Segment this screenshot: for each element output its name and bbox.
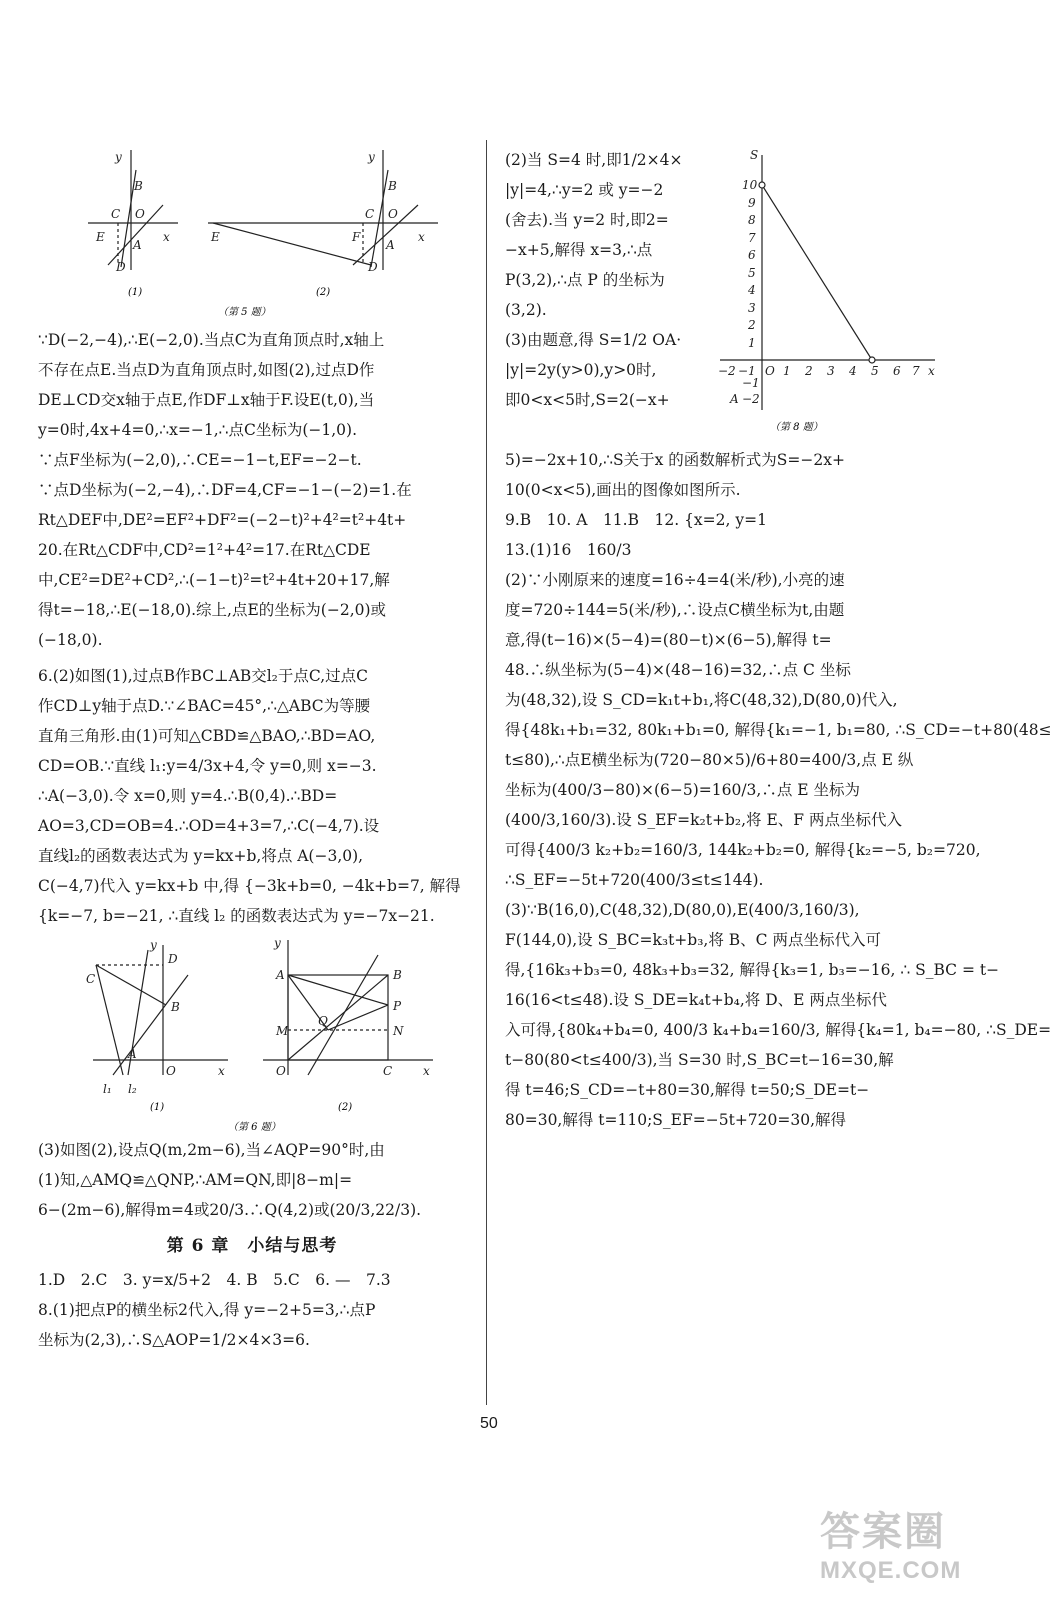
f5a-x: x	[163, 230, 170, 244]
f5b-d: D	[368, 260, 378, 274]
f6a-a: A	[128, 1047, 137, 1061]
q8-part-line: (3)由题意,得 S=1/2 OA·	[505, 331, 682, 349]
f6b-c: C	[383, 1064, 393, 1078]
f6b-p: P	[393, 999, 402, 1013]
right-line: ∴S_EF=−5t+720(400/3≤t≤144).	[505, 871, 764, 889]
chapter-title: 第 6 章 小结与思考	[166, 1236, 338, 1256]
f5a-e: E	[96, 230, 105, 244]
f6b-a: A	[276, 968, 285, 982]
f6b-m: M	[276, 1024, 289, 1038]
f8-x: x	[928, 364, 935, 378]
f6b-x: x	[423, 1064, 430, 1078]
f5b-b: B	[388, 179, 397, 193]
f8-x1: 1	[783, 364, 791, 378]
q6-line: AO=3,CD=OB=4.∴OD=4+3=7,∴C(−4,7).设	[38, 817, 380, 835]
right-line: 得,{16k₃+b₃=0, 48k₃+b₃=32, 解得{k₃=1, b₃=−16, ∴ S_BC = t−	[505, 961, 1000, 979]
q8-part-line: |y|=4,∴y=2 或 y=−2	[505, 181, 664, 199]
right-line: 可得{400/3 k₂+b₂=160/3, 144k₂+b₂=0, 解得{k₂=−5, b₂=720,	[505, 841, 981, 859]
watermark-small: MXQE.COM	[820, 1557, 962, 1584]
q6-3-line: (1)知,△AMQ≌△QNP,∴AM=QN,即|8−m|=	[38, 1171, 353, 1189]
right-line: (3)∵B(16,0),C(48,32),D(80,0),E(400/3,160/3),	[505, 901, 860, 919]
f6-caption: （第 6 题）	[228, 1122, 281, 1133]
q8-part-line: P(3,2),∴点 P 的坐标为	[505, 271, 665, 289]
right-line: 度=720÷144=5(米/秒),∴设点C横坐标为t,由题	[505, 601, 845, 619]
q5-line: ∵点F坐标为(−2,0),∴CE=−1−t,EF=−2−t.	[38, 451, 362, 469]
f6b-y: y	[274, 936, 281, 950]
f6b-b: B	[393, 968, 402, 982]
f6a-y: y	[150, 938, 157, 952]
f8-1: 1	[748, 336, 756, 350]
q8-line: 8.(1)把点P的横坐标2代入,得 y=−2+5=3,∴点P	[38, 1301, 376, 1319]
right-line: 为(48,32),设 S_CD=k₁t+b₁,将C(48,32),D(80,0)代入,	[505, 691, 898, 709]
answers-text	[38, 1265, 466, 1295]
f8-x6: 6	[893, 364, 901, 378]
q5-line: (−18,0).	[38, 631, 103, 649]
answers-line: 1.D 2.C 3. y=x/5+2 4. B 5.C 6. — 7.3	[38, 1271, 391, 1289]
right-line: 13.(1)16 160/3	[505, 541, 632, 559]
f5b-y: y	[368, 150, 375, 164]
f6b-o: O	[276, 1064, 286, 1078]
f6b-q: Q	[318, 1014, 328, 1028]
f6-sub1: (1)	[150, 1102, 165, 1113]
f8-3: 3	[748, 301, 756, 315]
f5b-x: x	[418, 230, 425, 244]
q5-line: ∵D(−2,−4),∴E(−2,0).当点C为直角顶点时,x轴上	[38, 331, 385, 349]
right-line: (400/3,160/3).设 S_EF=k₂t+b₂,将 E、F 两点坐标代入	[505, 811, 902, 829]
f8-x5: 5	[871, 364, 879, 378]
q5-line: Rt△DEF中,DE²=EF²+DF²=(−2−t)²+4²=t²+4t+	[38, 511, 407, 529]
f8-7: 7	[748, 231, 756, 245]
q8-part-line: (舍去).当 y=2 时,即2=	[505, 211, 669, 229]
f5b-o: O	[388, 207, 398, 221]
right-line: 坐标为(400/3−80)×(6−5)=160/3,∴点 E 坐标为	[505, 781, 861, 799]
f6a-l2: l₂	[128, 1082, 137, 1096]
f8-10: 10	[742, 178, 758, 192]
right-line: 10(0<x<5),画出的图像如图所示.	[505, 481, 741, 499]
q8-part-line: −x+5,解得 x=3,∴点	[505, 241, 653, 259]
f8-4: 4	[748, 283, 756, 297]
watermark-logo	[820, 1500, 980, 1595]
q6-3-line: (3)如图(2),设点Q(m,2m−6),当∠AQP=90°时,由	[38, 1141, 385, 1159]
watermark-big: 答案圈	[820, 1510, 946, 1554]
q5-line: 20.在Rt△CDF中,CD²=1²+4²=17.在Rt△CDE	[38, 541, 371, 559]
q5-line: 不存在点E.当点D为直角顶点时,如图(2),过点D作	[38, 361, 375, 379]
f8-6: 6	[748, 248, 756, 262]
q8-part-line: |y|=2y(y>0),y>0时,	[505, 361, 657, 379]
right-line: (2)∵小刚原来的速度=16÷4=4(米/秒),小亮的速	[505, 571, 845, 589]
f8-9: 9	[748, 196, 756, 210]
f8-2: 2	[748, 318, 756, 332]
q5-text	[38, 325, 466, 655]
q8-text	[38, 1295, 466, 1355]
figure-q6-svg	[38, 935, 466, 1135]
f6a-b: B	[171, 1000, 180, 1014]
q6-line: ∴A(−3,0).令 x=0,则 y=4.∴B(0,4).∴BD=	[38, 787, 338, 805]
q8-13-text	[505, 445, 1052, 1135]
f8-xm2: −2	[718, 364, 736, 378]
right-line: 得 t=46;S_CD=−t+80=30,解得 t=50;S_DE=t−	[505, 1081, 870, 1099]
right-line: 16(16<t≤48).设 S_DE=k₄t+b₄,将 D、E 两点坐标代	[505, 991, 887, 1009]
q6-part3-text	[38, 1135, 466, 1225]
f8-o: O	[765, 364, 775, 378]
f8-s: S	[750, 148, 759, 162]
q5-line: ∵点D坐标为(−2,−4),∴DF=4,CF=−1−(−2)=1.在	[38, 481, 412, 499]
q6-text	[38, 661, 466, 931]
figure-q5	[38, 145, 466, 325]
f5a-c: C	[111, 207, 121, 221]
q6-line: 直线l₂的函数表达式为 y=kx+b,将点 A(−3,0),	[38, 847, 364, 865]
left-column	[38, 145, 466, 1355]
f8-ym1: −1	[742, 376, 760, 390]
q6-line: 作CD⊥y轴于点D.∵∠BAC=45°,∴△ABC为等腰	[38, 697, 371, 715]
q6-line: 6.(2)如图(1),过点B作BC⊥AB交l₂于点C,过点C	[38, 667, 368, 685]
f5-caption: （第 5 题）	[218, 307, 271, 318]
f8-x7: 7	[912, 364, 920, 378]
f6a-l1: l₁	[103, 1082, 112, 1096]
f8-xm1: −1	[738, 364, 756, 378]
q8-2-3-text	[505, 145, 710, 415]
q8-part-line: (3,2).	[505, 301, 547, 319]
q6-line: {k=−7, b=−21, ∴直线 l₂ 的函数表达式为 y=−7x−21.	[38, 907, 435, 925]
f8-caption: （第 8 题）	[770, 422, 823, 433]
q6-line: CD=OB.∵直线 l₁:y=4/3x+4,令 y=0,则 x=−3.	[38, 757, 377, 775]
f8-x4: 4	[849, 364, 857, 378]
right-line: t−80(80<t≤400/3),当 S=30 时,S_BC=t−16=30,解	[505, 1051, 894, 1069]
right-column	[505, 145, 1052, 1135]
f6a-o: O	[166, 1064, 176, 1078]
q6-line: 直角三角形.由(1)可知△CBD≌△BAO,∴BD=AO,	[38, 727, 376, 745]
f8-8: 8	[748, 213, 756, 227]
q5-line: y=0时,4x+4=0,∴x=−1,∴点C坐标为(−1,0).	[38, 421, 358, 439]
f5a-b: B	[134, 179, 143, 193]
figure-q5-svg	[38, 145, 466, 325]
q8-line: 坐标为(2,3),∴S△AOP=1/2×4×3=6.	[38, 1331, 310, 1349]
q8-part-line: (2)当 S=4 时,即1/2×4×	[505, 151, 683, 169]
right-line: 9.B 10. A 11.B 12. {x=2, y=1	[505, 511, 767, 529]
right-line: 意,得(t−16)×(5−4)=(80−t)×(6−5),解得 t=	[505, 631, 832, 649]
f8-x3: 3	[827, 364, 835, 378]
figure-q8-svg	[710, 145, 945, 445]
page-number: 50	[480, 1415, 498, 1432]
f5b-f: F	[352, 230, 361, 244]
f6a-x: x	[218, 1064, 225, 1078]
f5-sub1: (1)	[128, 287, 143, 298]
right-line: 得{48k₁+b₁=32, 80k₁+b₁=0, 解得{k₁=−1, b₁=80, ∴S_CD=−t+80(48≤	[505, 721, 1052, 739]
q5-line: 中,CE²=DE²+CD²,∴(−1−t)²=t²+4t+20+17,解	[38, 571, 390, 589]
f5a-a: A	[133, 238, 142, 252]
q6-line: C(−4,7)代入 y=kx+b 中,得 {−3k+b=0, −4k+b=7, 解得	[38, 877, 461, 895]
f5b-c: C	[365, 207, 375, 221]
f6a-c: C	[86, 972, 96, 986]
f8-5: 5	[748, 266, 756, 280]
f5b-e: E	[211, 230, 220, 244]
q5-line: 得t=−18,∴E(−18,0).综上,点E的坐标为(−2,0)或	[38, 601, 387, 619]
right-top-block	[505, 145, 945, 445]
f8-a: A	[730, 392, 739, 406]
q6-3-line: 6−(2m−6),解得m=4或20/3.∴Q(4,2)或(20/3,22/3).	[38, 1201, 422, 1219]
f8-ym2: −2	[742, 392, 760, 406]
right-line: 48.∴纵坐标为(5−4)×(48−16)=32,∴点 C 坐标	[505, 661, 851, 679]
q5-line: DE⊥CD交x轴于点E,作DF⊥x轴于F.设E(t,0),当	[38, 391, 375, 409]
f5a-d: D	[116, 260, 126, 274]
right-line: 5)=−2x+10,∴S关于x 的函数解析式为S=−2x+	[505, 451, 845, 469]
right-line: 80=30,解得 t=110;S_EF=−5t+720=30,解得	[505, 1111, 847, 1129]
f5-sub2: (2)	[316, 287, 331, 298]
column-divider	[486, 140, 487, 1405]
right-line: t≤80),∴点E横坐标为(720−80×5)/6+80=400/3,点 E 纵	[505, 751, 914, 769]
f5a-y: y	[115, 150, 122, 164]
f6b-n: N	[393, 1024, 404, 1038]
f5b-a: A	[386, 238, 395, 252]
f8-x2: 2	[805, 364, 813, 378]
f5a-o: O	[135, 207, 145, 221]
right-line: 入可得,{80k₄+b₄=0, 400/3 k₄+b₄=160/3, 解得{k₄=1, b₄=−80, ∴S_DE=	[505, 1021, 1052, 1039]
f6-sub2: (2)	[338, 1102, 353, 1113]
q8-part-line: 即0<x<5时,S=2(−x+	[505, 391, 670, 409]
figure-q6	[38, 935, 466, 1135]
f6a-d: D	[168, 952, 178, 966]
right-line: F(144,0),设 S_BC=k₃t+b₃,将 B、C 两点坐标代入可	[505, 931, 881, 949]
